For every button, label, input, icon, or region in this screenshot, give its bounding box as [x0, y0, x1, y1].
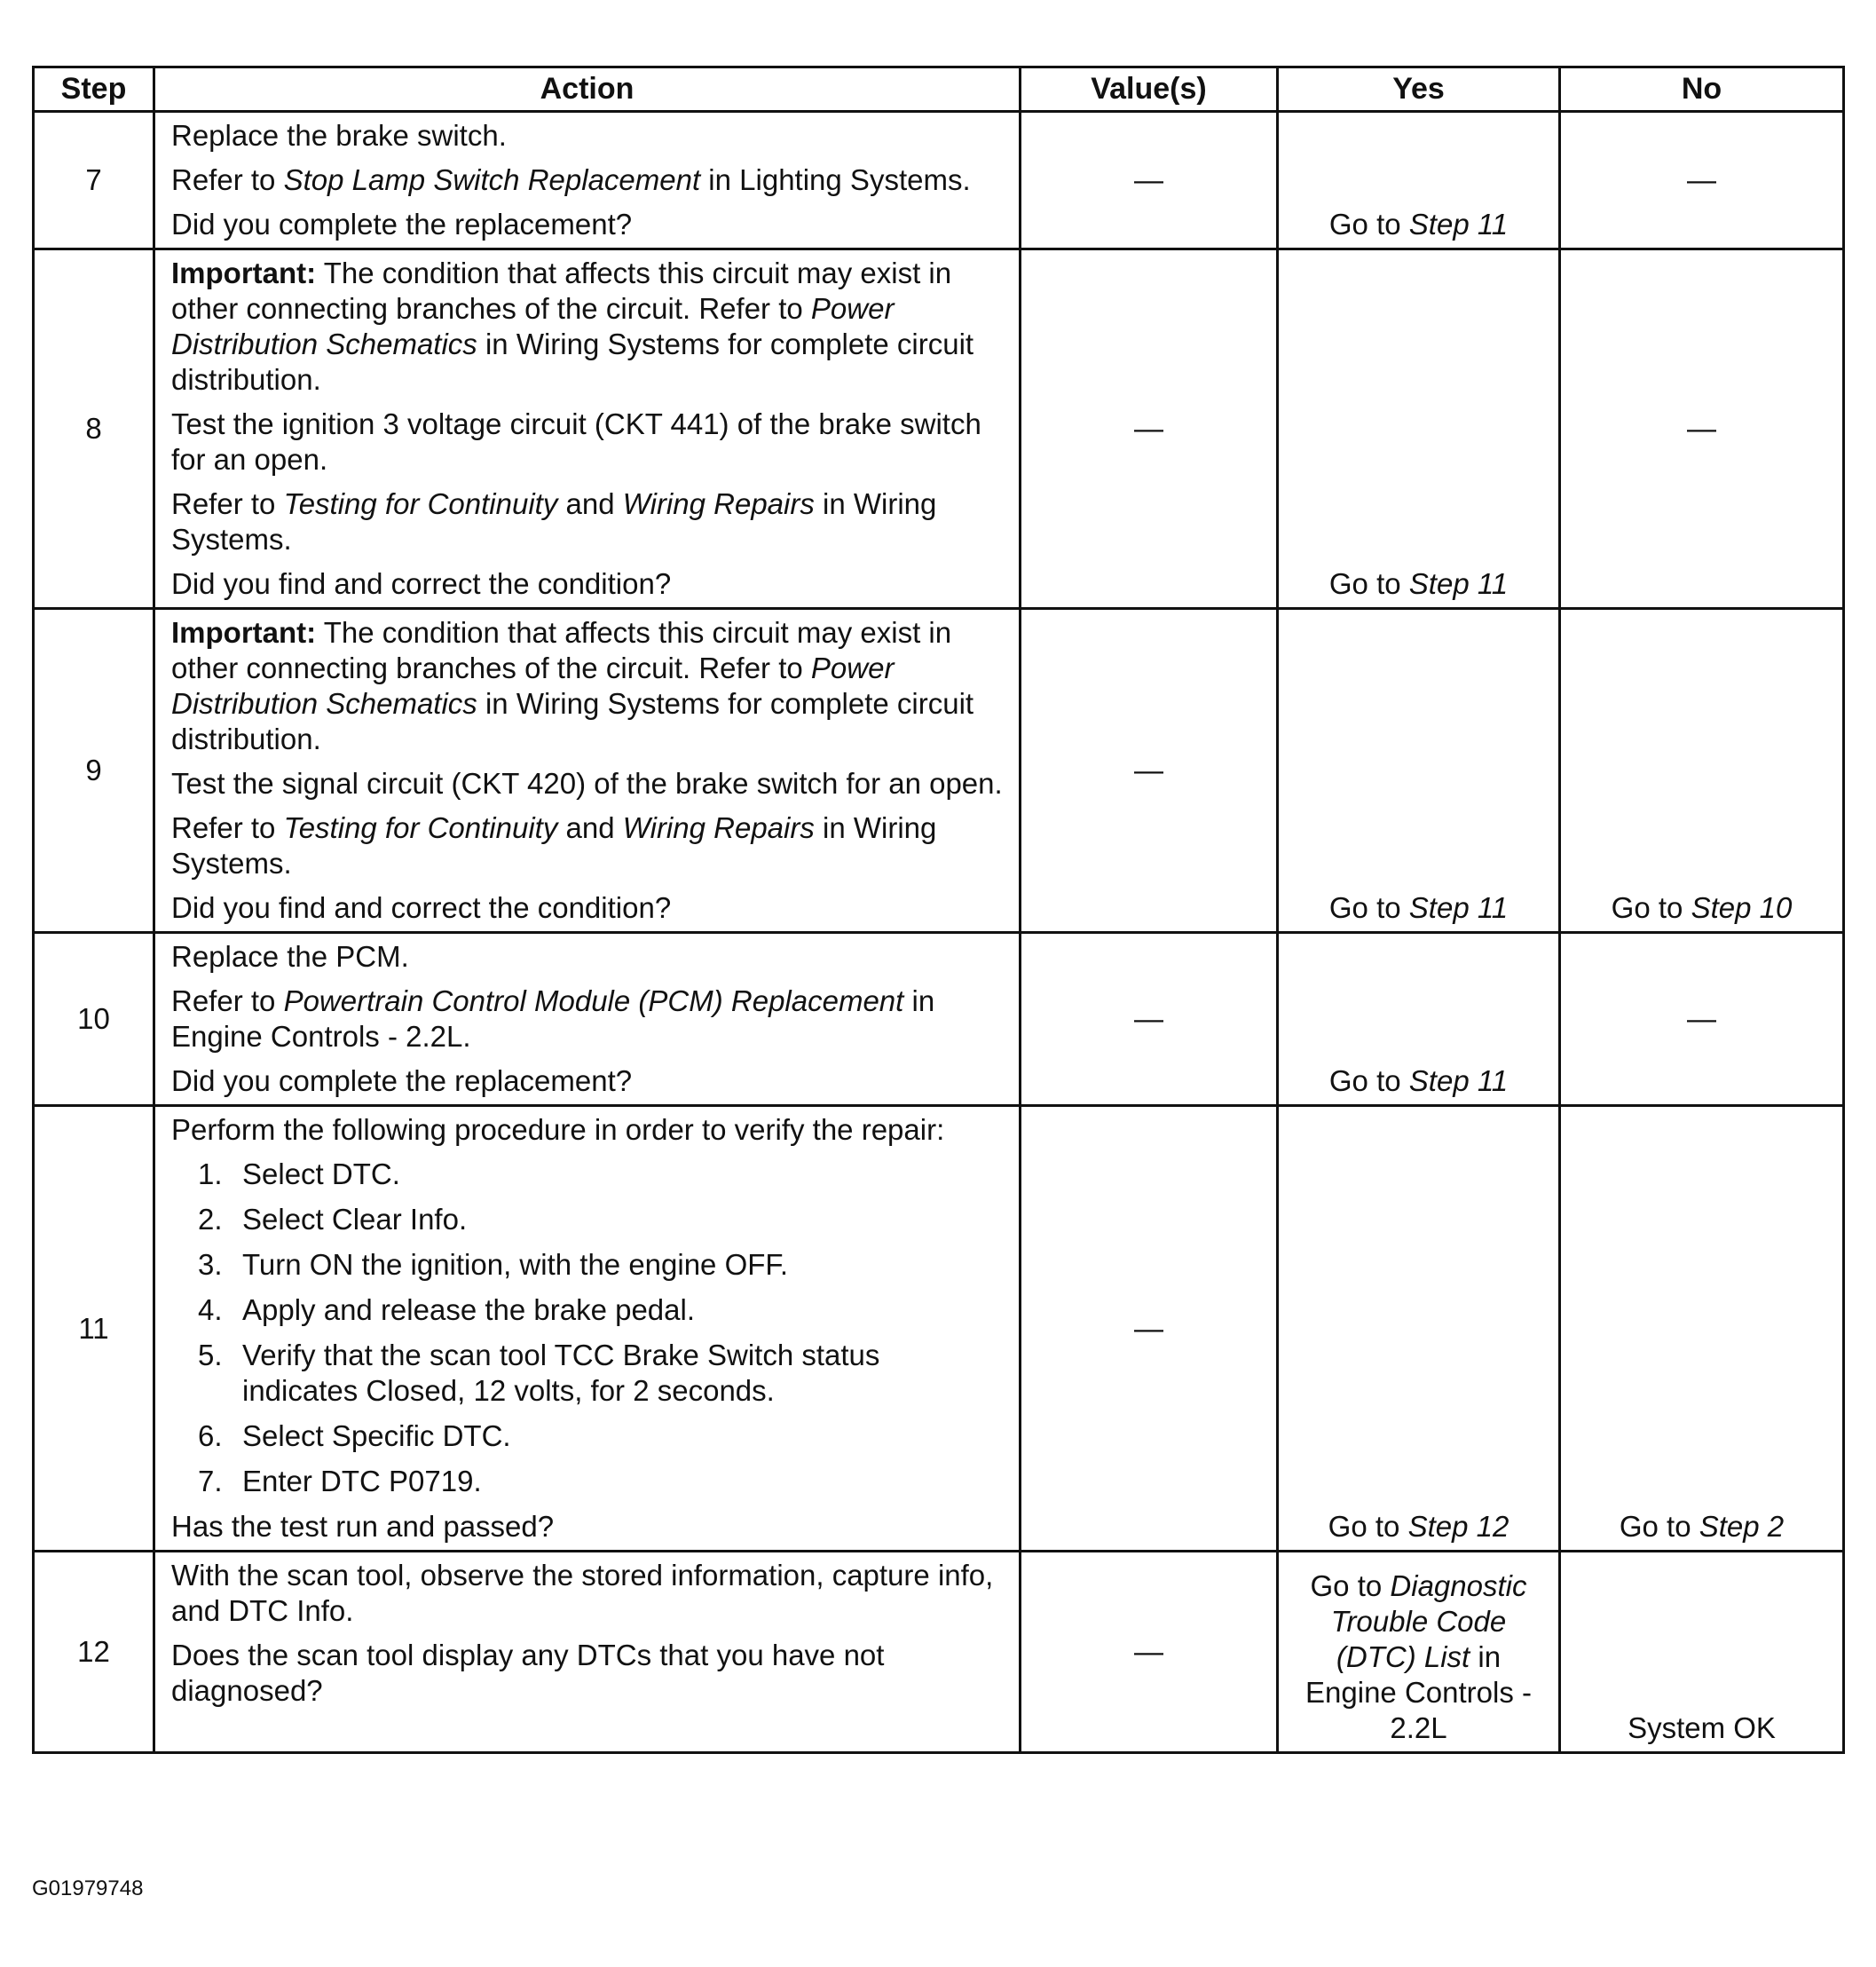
- value-cell: —: [1021, 112, 1278, 249]
- action-paragraph: [171, 890, 1003, 926]
- step-number: 12: [34, 1552, 154, 1753]
- text-run: in Wiring Systems.: [171, 487, 937, 556]
- text-run: Refer to: [171, 811, 284, 844]
- procedure-item-text: Turn ON the ignition, with the engine OFF.: [242, 1248, 789, 1281]
- reference-link-text: Step 11: [1408, 567, 1509, 600]
- action-paragraph: [171, 810, 1003, 881]
- reference-link-text: Power Distribution Schematics: [171, 292, 895, 360]
- action-paragraph: [171, 984, 1003, 1055]
- procedure-item-text: Select Clear Info.: [242, 1203, 468, 1236]
- action-cell: [154, 609, 1021, 933]
- text-run: Go to: [1328, 1510, 1408, 1543]
- text-run: in Lighting Systems.: [700, 163, 971, 196]
- procedure-item: [171, 1202, 1003, 1237]
- reference-link-text: Wiring Repairs: [622, 487, 815, 520]
- no-cell: System OK: [1560, 1552, 1844, 1753]
- procedure-item: [171, 1464, 1003, 1499]
- procedure-item-number: 4.: [198, 1293, 223, 1326]
- value-cell: —: [1021, 249, 1278, 609]
- procedure-item-text: Verify that the scan tool TCC Brake Switch status indicates Closed, 12 volts, for 2 seconds.: [242, 1339, 880, 1407]
- action-paragraph: [171, 407, 1003, 478]
- action-paragraph: [171, 1638, 1003, 1709]
- reference-link-text: Powertrain Control Module (PCM) Replacement: [283, 984, 904, 1017]
- procedure-item: [171, 1338, 1003, 1409]
- procedure-item-number: 1.: [198, 1157, 223, 1190]
- values-header: Value(s): [1021, 67, 1278, 112]
- text-run: in Wiring Systems for complete circuit distribution.: [171, 687, 974, 755]
- reference-link-text: Power Distribution Schematics: [171, 652, 895, 720]
- reference-link-text: Step 11: [1408, 1064, 1509, 1097]
- yes-cell: [1278, 249, 1560, 609]
- bold-text: Important:: [171, 616, 317, 649]
- text-run: Go to: [1611, 891, 1691, 924]
- no-cell: —: [1560, 112, 1844, 249]
- action-paragraph: [171, 118, 1003, 154]
- text-run: Did you find and correct the condition?: [171, 567, 672, 600]
- header-row: [34, 67, 1844, 112]
- action-paragraph: [171, 1558, 1003, 1629]
- text-run: Refer to: [171, 163, 284, 196]
- procedure-item-number: 2.: [198, 1203, 223, 1236]
- reference-link-text: Stop Lamp Switch Replacement: [283, 163, 701, 196]
- procedure-item-number: 5.: [198, 1339, 223, 1371]
- text-run: Perform the following procedure in order to verify the repair:: [171, 1113, 945, 1146]
- text-run: Go to: [1619, 1510, 1699, 1543]
- no-cell: [1560, 1106, 1844, 1552]
- step-row: [34, 112, 1844, 249]
- text-run: The condition that affects this circuit may exist in other connecting branches of the circuit. Refer to: [171, 616, 952, 684]
- reference-link-text: Step 10: [1691, 891, 1793, 924]
- procedure-item-text: Select Specific DTC.: [242, 1419, 511, 1452]
- text-run: Test the signal circuit (CKT 420) of the brake switch for an open.: [171, 767, 1003, 800]
- text-run: Did you complete the replacement?: [171, 208, 633, 241]
- procedure-item-text: Select DTC.: [242, 1157, 400, 1190]
- action-cell: [154, 1106, 1021, 1552]
- text-run: Replace the brake switch.: [171, 119, 507, 152]
- text-run: in Engine Controls - 2.2L: [1305, 1640, 1532, 1744]
- reference-link-text: Testing for Continuity: [283, 811, 558, 844]
- text-run: Refer to: [171, 984, 284, 1017]
- steps-body: [34, 112, 1844, 1753]
- action-paragraph: [171, 207, 1003, 242]
- value-cell: —: [1021, 1106, 1278, 1552]
- action-paragraph: [171, 766, 1003, 802]
- procedure-item: [171, 1157, 1003, 1192]
- no-cell: —: [1560, 933, 1844, 1106]
- action-paragraph: [171, 162, 1003, 198]
- text-run: Go to: [1328, 567, 1409, 600]
- text-run: in Wiring Systems.: [171, 811, 937, 880]
- text-run: Refer to: [171, 487, 284, 520]
- step-number: 10: [34, 933, 154, 1106]
- text-run: Has the test run and passed?: [171, 1510, 555, 1543]
- step-number: 7: [34, 112, 154, 249]
- action-cell: [154, 249, 1021, 609]
- no-cell: —: [1560, 249, 1844, 609]
- action-paragraph: [171, 1063, 1003, 1099]
- procedure-item-text: Enter DTC P0719.: [242, 1465, 482, 1497]
- text-run: Did you complete the replacement?: [171, 1064, 633, 1097]
- reference-link-text: Wiring Repairs: [622, 811, 815, 844]
- action-cell: [154, 112, 1021, 249]
- text-run: Go to: [1328, 208, 1409, 241]
- value-cell: —: [1021, 933, 1278, 1106]
- step-number: 8: [34, 249, 154, 609]
- procedure-item-number: 6.: [198, 1419, 223, 1452]
- figure-id: G01979748: [32, 1876, 144, 1900]
- step-row: [34, 1106, 1844, 1552]
- procedure-list: [171, 1157, 1003, 1499]
- text-run: Test the ignition 3 voltage circuit (CKT 441) of the brake switch for an open.: [171, 407, 981, 476]
- step-row: [34, 249, 1844, 609]
- step-number: 9: [34, 609, 154, 933]
- yes-cell: [1278, 112, 1560, 249]
- reference-link-text: Testing for Continuity: [283, 487, 558, 520]
- reference-link-text: Diagnostic Trouble Code (DTC) List: [1330, 1569, 1527, 1673]
- step-number: 11: [34, 1106, 154, 1552]
- action-header: Action: [154, 67, 1021, 112]
- text-run: in Wiring Systems for complete circuit distribution.: [171, 328, 974, 396]
- procedure-item: [171, 1247, 1003, 1283]
- text-run: in Engine Controls - 2.2L.: [171, 984, 935, 1053]
- yes-cell: [1278, 1106, 1560, 1552]
- text-run: Replace the PCM.: [171, 940, 409, 973]
- step-row: [34, 609, 1844, 933]
- step-row: [34, 1552, 1844, 1753]
- procedure-item: [171, 1292, 1003, 1328]
- step-row: [34, 933, 1844, 1106]
- no-cell: [1560, 609, 1844, 933]
- reference-link-text: Step 12: [1407, 1510, 1509, 1543]
- yes-header: Yes: [1278, 67, 1560, 112]
- action-cell: [154, 933, 1021, 1106]
- text-run: The condition that affects this circuit may exist in other connecting branches of the circuit. Refer to: [171, 257, 952, 325]
- text-run: and: [557, 487, 623, 520]
- diagnostic-table: [32, 66, 1845, 1754]
- value-cell: —: [1021, 1552, 1278, 1753]
- action-paragraph: [171, 939, 1003, 975]
- procedure-item: [171, 1418, 1003, 1454]
- no-header: No: [1560, 67, 1844, 112]
- procedure-item-text: Apply and release the brake pedal.: [242, 1293, 696, 1326]
- text-run: Did you find and correct the condition?: [171, 891, 672, 924]
- reference-link-text: Step 11: [1408, 208, 1509, 241]
- text-run: and: [557, 811, 623, 844]
- action-paragraph: [171, 256, 1003, 398]
- action-paragraph: [171, 615, 1003, 757]
- value-cell: —: [1021, 609, 1278, 933]
- text-run: Does the scan tool display any DTCs that you have not diagnosed?: [171, 1639, 885, 1707]
- yes-cell: [1278, 1552, 1560, 1753]
- action-cell: [154, 1552, 1021, 1753]
- step-header: Step: [34, 67, 154, 112]
- reference-link-text: Step 11: [1408, 891, 1509, 924]
- yes-cell: [1278, 933, 1560, 1106]
- text-run: Go to: [1328, 891, 1409, 924]
- text-run: Go to: [1328, 1064, 1409, 1097]
- text-run: With the scan tool, observe the stored information, capture info, and DTC Info.: [171, 1559, 994, 1627]
- yes-cell: [1278, 609, 1560, 933]
- procedure-item-number: 3.: [198, 1248, 223, 1281]
- diagnostic-document: [32, 66, 1842, 1754]
- procedure-item-number: 7.: [198, 1465, 223, 1497]
- reference-link-text: Step 2: [1699, 1510, 1785, 1543]
- bold-text: Important:: [171, 257, 317, 289]
- action-paragraph: [171, 1112, 1003, 1148]
- action-paragraph: [171, 566, 1003, 602]
- action-paragraph: [171, 486, 1003, 557]
- text-run: Go to: [1310, 1569, 1391, 1602]
- action-paragraph: [171, 1509, 1003, 1544]
